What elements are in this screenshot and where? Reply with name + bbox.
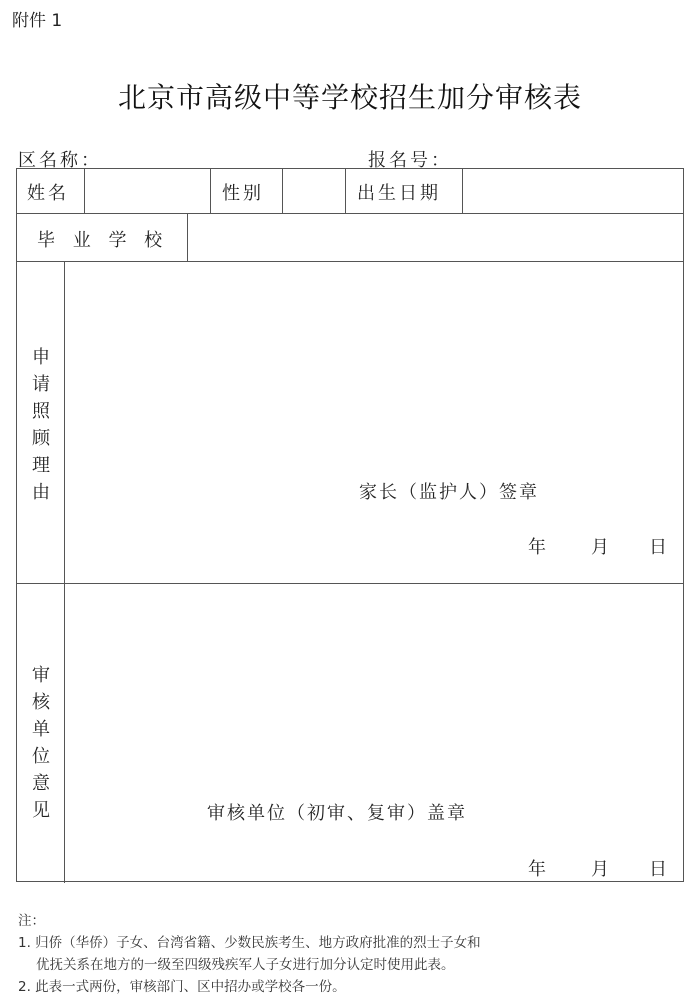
review-opinion-label: 审 核 单 位 意 见	[32, 665, 50, 821]
reason-year-label: 年	[528, 537, 546, 558]
reason-day-label: 日	[649, 537, 667, 558]
attachment-label: 附件 1	[12, 11, 63, 31]
reason-month-label: 月	[591, 537, 609, 558]
page-title: 北京市高级中等学校招生加分审核表	[117, 81, 582, 114]
review-form-table	[16, 168, 684, 882]
gender-field[interactable]	[283, 170, 344, 212]
birth-date-field[interactable]	[463, 170, 683, 212]
review-unit-seal-label: 审核单位（初审、复审）盖章	[207, 803, 467, 824]
review-year-label: 年	[528, 859, 546, 880]
guardian-signature-label: 家长（监护人）签章	[359, 482, 539, 503]
name-field[interactable]	[85, 170, 209, 212]
district-name-label: 区名称：	[18, 150, 102, 171]
gender-label: 性别	[222, 183, 264, 204]
review-month-label: 月	[591, 859, 609, 880]
notes-heading: 注：	[18, 913, 45, 929]
birth-date-label: 出生日期	[357, 183, 441, 204]
review-day-label: 日	[649, 859, 667, 880]
application-reason-label: 申 请 照 顾 理 由	[32, 347, 50, 503]
note-1-continued: 优抚关系在地方的一级至四级残疾军人子女进行加分认定时使用此表。	[36, 957, 455, 973]
notes	[18, 910, 481, 998]
name-label: 姓名	[27, 183, 69, 204]
graduation-school-label: 毕 业 学 校	[37, 230, 169, 251]
graduation-school-field[interactable]	[188, 214, 683, 260]
registration-number-label: 报名号：	[368, 150, 452, 171]
note-1: 1. 归侨（华侨）子女、台湾省籍、少数民族考生、地方政府批准的烈士子女和	[18, 935, 481, 951]
application-reason-field[interactable]	[65, 262, 683, 472]
note-2: 2. 此表一式两份，审核部门、区中招办或学校各一份。	[18, 979, 346, 995]
review-opinion-field[interactable]	[65, 584, 683, 784]
